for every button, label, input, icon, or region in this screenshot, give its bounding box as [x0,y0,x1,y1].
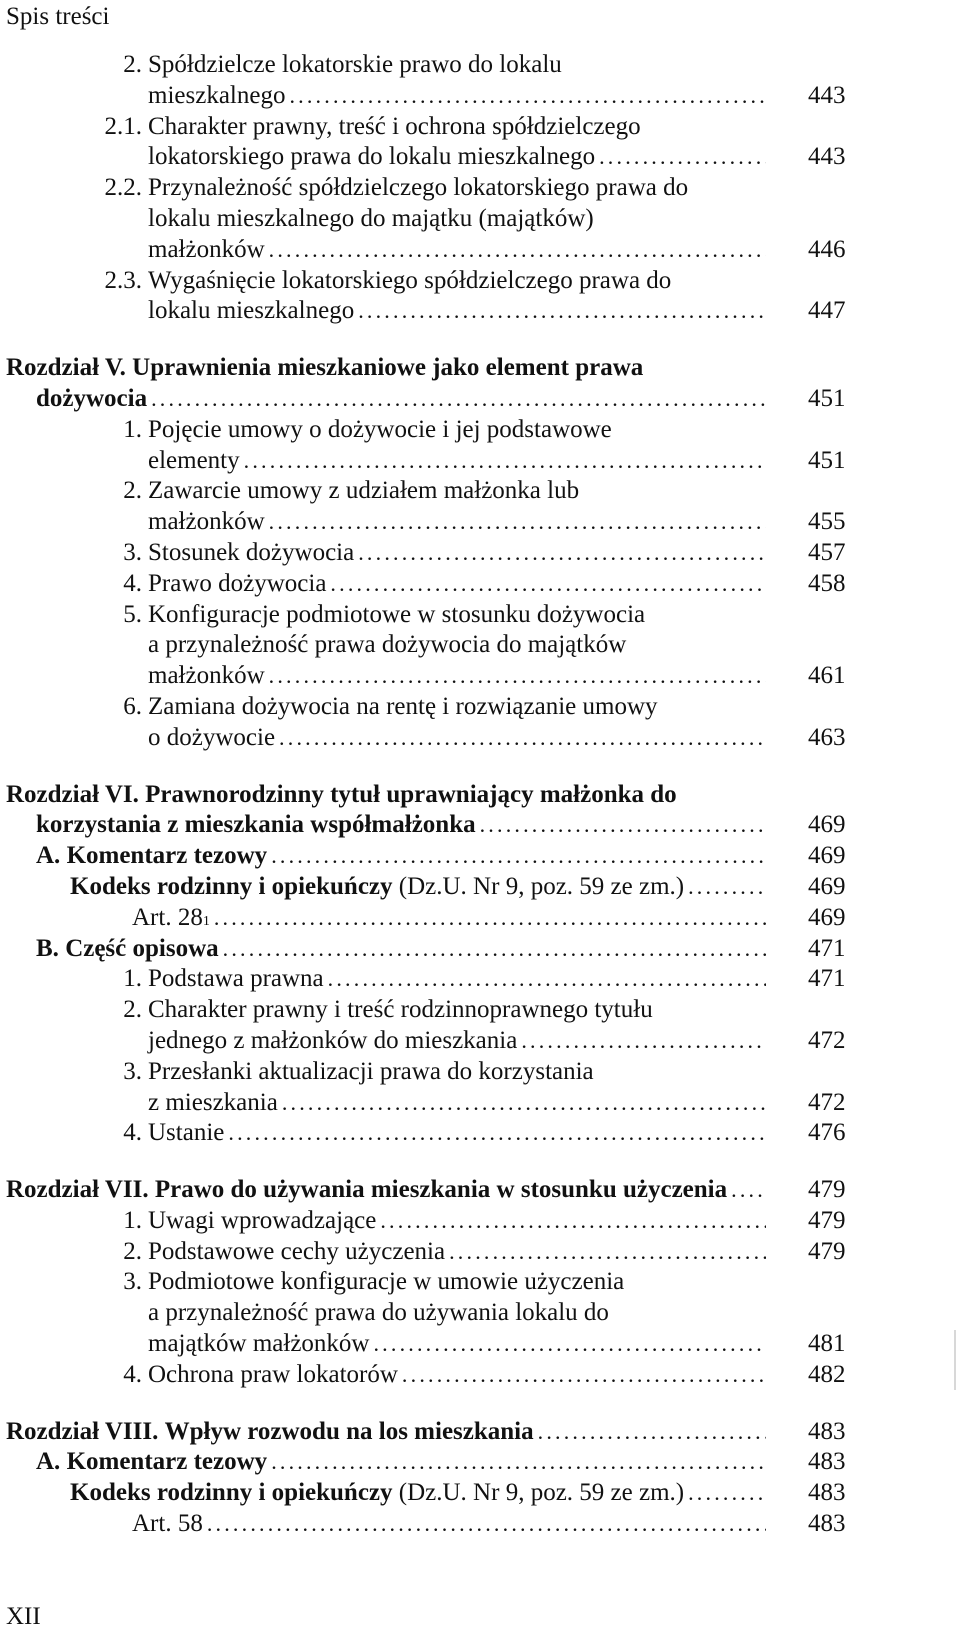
dot-leader [480,810,766,841]
page-ref: 469 [808,811,846,839]
toc-entry [0,964,960,995]
dot-leader [328,964,766,995]
chapter-gap [0,1391,960,1417]
entry-number: 4. [123,569,142,597]
code-name: Kodeks rodzinny i opiekuńczy [70,872,393,900]
toc-entry [0,903,960,934]
entry-title-line: Konfiguracje podmiotowe w stosunku dożywocia [148,600,646,628]
dot-leader [599,142,766,173]
scan-edge-mark [954,1330,956,1390]
entry-number: 1. [123,415,142,443]
entry-title-text: jednego z małżonków do mieszkania [148,1026,518,1054]
entry-title-text: lokalu mieszkalnego [148,297,355,325]
toc-entry-body [6,1175,770,1206]
dot-leader [330,569,766,600]
toc-entry-body [6,780,770,842]
entry-title-text: Podstawowe cechy użyczenia [148,1237,446,1265]
dot-leader [271,1447,766,1478]
page-ref: 483 [808,1417,846,1445]
dot-leader [380,1206,766,1237]
entry-number: 5. [123,600,142,628]
entry-title-text: lokatorskiego prawa do lokalu mieszkalnego [148,143,596,171]
entry-last-line [148,661,770,692]
chapter-last-line [6,1175,770,1206]
entry-title-text: małżonków [148,235,265,263]
page-ref: 451 [808,384,846,412]
entry-title-line: lokalu mieszkalnego do majątku (majątków) [148,204,594,232]
code-line [70,1478,770,1509]
dot-leader [402,1360,766,1391]
entry-last-line [148,1118,770,1149]
entry-last-line [148,723,770,754]
toc-entry-body [148,173,770,265]
entry-number: 2. [123,996,142,1024]
section-label: B. [36,934,66,962]
toc-entry-body [36,1447,770,1478]
dot-leader [688,872,766,903]
toc-entry-body [148,995,770,1057]
chapter-last-line [6,810,770,841]
dot-leader [373,1329,766,1360]
section-line [36,1447,770,1478]
dot-leader [538,1417,766,1448]
entry-title-text: mieszkalnego [148,81,286,109]
page-ref: 471 [808,934,846,962]
dot-leader [271,841,766,872]
toc-entry [0,995,960,1057]
entry-title-line: Zamiana dożywocia na rentę i rozwiązanie umowy [148,692,658,720]
entry-title-text: Ustanie [148,1119,225,1147]
entry-last-line [148,446,770,477]
entry-last-line [148,142,770,173]
page-ref: 447 [808,297,846,325]
entry-last-line [148,1206,770,1237]
dot-leader [282,1088,766,1119]
dot-leader [731,1175,766,1206]
section-label: A. [36,842,67,870]
page-ref: 469 [808,842,846,870]
dot-leader [207,1509,766,1540]
chapter-label: Rozdział V. [6,354,133,382]
entry-number: 4. [123,1360,142,1388]
toc-entry-body [36,934,770,965]
toc-entry-body [148,600,770,692]
section-title: Część opisowa [65,934,219,962]
entry-title-line: Charakter prawny, treść i ochrona spółdzielczego [148,112,641,140]
toc-entry-body [70,872,770,903]
article-line [132,1509,770,1540]
toc-entry-body [148,692,770,754]
entry-title-line: Spółdzielcze lokatorskie prawo do lokalu [148,51,562,78]
entry-title-line: Przynależność spółdzielczego lokatorskiego prawa do [148,174,689,202]
toc-entry [0,841,960,872]
section-label: A. [36,1448,67,1476]
page-ref: 443 [808,81,846,109]
page-ref: 463 [808,723,846,751]
section-title: Komentarz tezowy [66,1448,268,1476]
toc-entry-body [132,903,770,934]
toc-entry-body [6,353,770,415]
entry-last-line [148,507,770,538]
page-ref: 446 [808,235,846,263]
page-number: XII [6,1603,41,1630]
page-ref: 451 [808,446,846,474]
entry-number: 2. [123,51,142,78]
page-ref: 455 [808,508,846,536]
chapter-title-line [6,780,770,811]
toc-entry-body [148,538,770,569]
toc-entry [0,569,960,600]
toc-entry-body [148,112,770,174]
toc-entry-body [148,1360,770,1391]
page-ref: 479 [808,1237,846,1265]
entry-last-line [148,569,770,600]
chapter-title-text: Prawnorodzinny tytuł uprawniający małżonka do [145,780,677,808]
dot-leader [449,1237,766,1268]
page-ref: 472 [808,1026,846,1054]
code-citation: (Dz.U. Nr 9, poz. 59 ze zm.) [398,1479,685,1507]
page-ref: 458 [808,569,846,597]
entry-number: 3. [123,1268,142,1296]
entry-last-line [148,1237,770,1268]
chapter-label: Rozdział VII. [6,1176,155,1204]
dot-leader [269,235,766,266]
page-ref: 481 [808,1330,846,1358]
chapter-label: Rozdział VIII. [6,1417,165,1445]
page-ref: 476 [808,1119,846,1147]
code-citation: (Dz.U. Nr 9, poz. 59 ze zm.) [398,872,685,900]
chapter-gap [0,1149,960,1175]
toc-entry-body [148,50,770,112]
toc-entry-body [148,1237,770,1268]
toc-chapter-entry [0,1175,960,1206]
table-of-contents [0,50,960,1540]
chapter-title-text: dożywocia [36,384,148,412]
dot-leader [279,723,766,754]
toc-entry-body [70,1478,770,1509]
page-ref: 479 [808,1206,846,1234]
toc-entry [0,538,960,569]
toc-entry-body [148,266,770,328]
toc-entry-body [148,569,770,600]
toc-entry [0,872,960,903]
entry-title-text: Uwagi wprowadzające [148,1206,377,1234]
entry-title-line: Przesłanki aktualizacji prawa do korzystania [148,1057,594,1085]
dot-leader [244,446,766,477]
dot-leader [269,661,766,692]
toc-entry [0,1206,960,1237]
toc-entry [0,476,960,538]
dot-leader [214,903,766,934]
entry-title-text: Ochrona praw lokatorów [148,1360,398,1388]
section-line [36,841,770,872]
page-ref: 483 [808,1479,846,1507]
dot-leader [151,384,766,415]
dot-leader [223,934,766,965]
chapter-title-text: Wpływ rozwodu na los mieszkania [164,1417,534,1445]
chapter-last-line [6,384,770,415]
entry-last-line [148,1026,770,1057]
page-ref: 483 [808,1448,846,1476]
entry-title-line: Charakter prawny i treść rodzinnoprawnego tytułu [148,996,653,1024]
running-head: Spis treści [6,3,110,30]
entry-title-line: Podmiotowe konfiguracje w umowie użyczenia [148,1268,625,1296]
dot-leader [521,1026,766,1057]
article-label: Art. 58 [132,1510,203,1538]
entry-last-line [148,81,770,112]
entry-last-line [148,538,770,569]
entry-number: 2.2. [104,174,142,202]
article-label: Art. 28 [132,903,203,931]
page-ref: 457 [808,538,846,566]
toc-chapter-entry [0,1417,960,1448]
page-ref: 482 [808,1360,846,1388]
toc-entry-body [148,1057,770,1119]
entry-number: 1. [123,965,142,993]
page-ref: 483 [808,1510,846,1538]
toc-chapter-entry [0,353,960,415]
entry-title-text: Stosunek dożywocia [148,538,355,566]
toc-entry-body [36,841,770,872]
article-line: Art. 28 1 ..... [132,903,770,934]
section-title: Komentarz tezowy [66,842,268,870]
entry-number: 3. [123,538,142,566]
toc-entry [0,692,960,754]
toc-entry [0,50,960,112]
toc-entry-body [148,415,770,477]
entry-title-text: małżonków [148,508,265,536]
page-ref: 479 [808,1176,846,1204]
entry-title-text: z mieszkania [148,1088,278,1116]
chapter-gap [0,327,960,353]
entry-number: 1. [123,1206,142,1234]
section-line [36,934,770,965]
chapter-title-line [6,353,770,384]
entry-number: 2.3. [104,266,142,294]
toc-entry [0,600,960,692]
code-name: Kodeks rodzinny i opiekuńczy [70,1479,393,1507]
entry-last-line [148,1329,770,1360]
chapter-last-line [6,1417,770,1448]
entry-last-line [148,1088,770,1119]
toc-entry [0,266,960,328]
toc-entry [0,1237,960,1268]
entry-number: 2. [123,477,142,505]
entry-number: 3. [123,1057,142,1085]
toc-entry [0,1447,960,1478]
entry-number: 4. [123,1119,142,1147]
entry-title-line: Wygaśnięcie lokatorskiego spółdzielczego prawa do [148,266,672,294]
entry-title-text: majątków małżonków [148,1330,370,1358]
toc-chapter-entry [0,780,960,842]
entry-title-text: Prawo dożywocia [148,569,327,597]
dot-leader [228,1118,766,1149]
toc-entry [0,1118,960,1149]
toc-entry-body [148,964,770,995]
entry-last-line [148,296,770,327]
dot-leader [358,296,766,327]
toc-entry-body [132,1509,770,1540]
page-ref: 469 [808,872,846,900]
dot-leader [269,507,766,538]
toc-entry [0,1478,960,1509]
entry-title-text: Podstawa prawna [148,965,324,993]
page-ref: 472 [808,1088,846,1116]
entry-title-text: małżonków [148,662,265,690]
toc-entry [0,112,960,174]
toc-entry [0,1057,960,1119]
toc-entry-body [6,1417,770,1448]
entry-last-line [148,1360,770,1391]
entry-number: 2. [123,1237,142,1265]
code-line [70,872,770,903]
chapter-title-text: Prawo do używania mieszkania w stosunku użyczenia [154,1176,728,1204]
chapter-title-text: Uprawnienia mieszkaniowe jako element prawa [132,354,644,382]
toc-entry-body [148,1206,770,1237]
page-ref: 471 [808,965,846,993]
entry-title-line: Pojęcie umowy o dożywocie i jej podstawowe [148,415,612,443]
entry-number: 2.1. [104,112,142,140]
dot-leader [688,1478,766,1509]
toc-entry-body [148,1267,770,1359]
toc-entry-body [148,476,770,538]
entry-last-line [148,235,770,266]
toc-entry [0,1360,960,1391]
toc-entry-body [148,1118,770,1149]
chapter-title-text: korzystania z mieszkania współmałżonka [36,811,476,839]
dot-leader [289,81,766,112]
chapter-gap [0,754,960,780]
toc-entry [0,173,960,265]
toc-entry [0,934,960,965]
entry-last-line [148,964,770,995]
entry-title-line: a przynależność prawa do używania lokalu do [148,1299,609,1327]
page-ref: 443 [808,143,846,171]
entry-title-text: elementy [148,446,240,474]
chapter-label: Rozdział VI. [6,780,146,808]
entry-title-text: o dożywocie [148,723,276,751]
toc-entry [0,1509,960,1540]
toc-entry [0,415,960,477]
dot-leader [358,538,766,569]
entry-title-line: Zawarcie umowy z udziałem małżonka lub [148,477,580,505]
entry-title-line: a przynależność prawa dożywocia do majątków [148,631,627,659]
page-ref: 469 [808,903,846,931]
page-ref: 461 [808,662,846,690]
entry-number: 6. [123,692,142,720]
toc-entry [0,1267,960,1359]
